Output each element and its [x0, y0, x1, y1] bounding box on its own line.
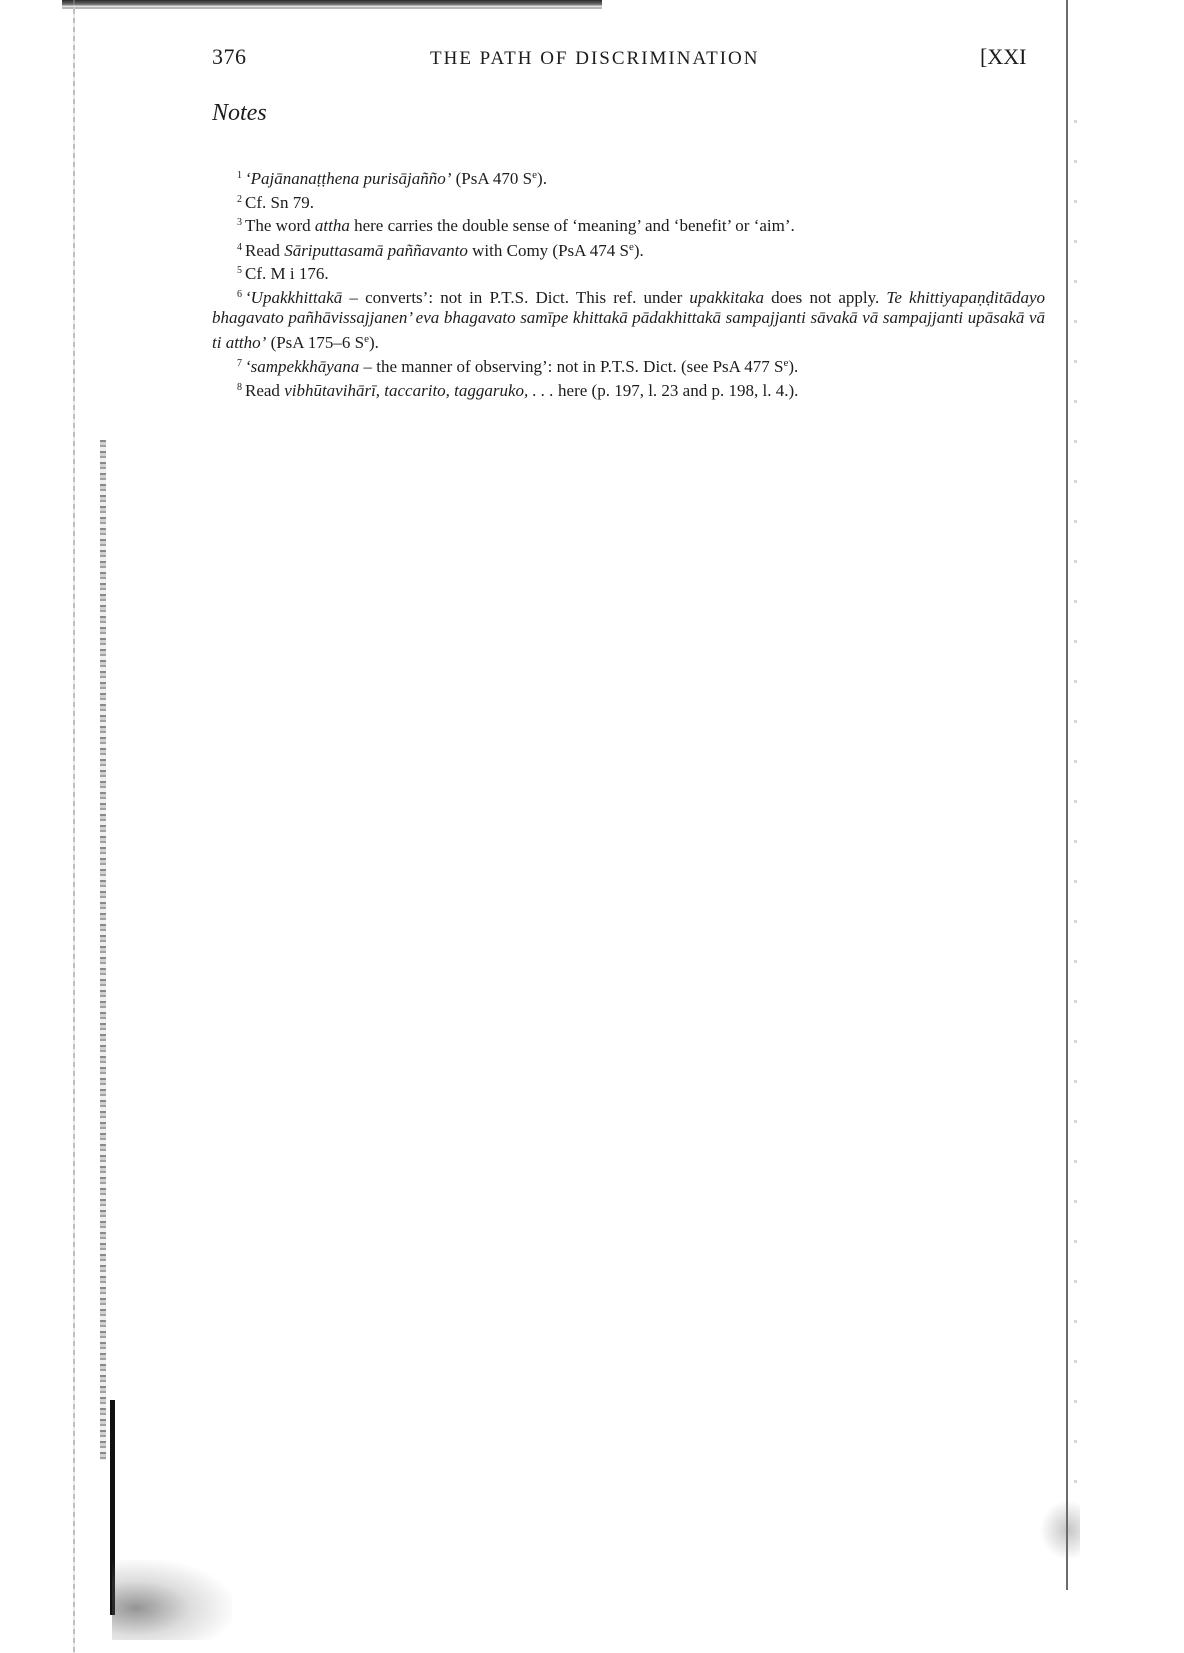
note-text: – the manner of observing’: not in P.T.S. Dict. (see PsA 477 S	[359, 357, 784, 376]
note-text: ).	[537, 169, 547, 188]
note-text: (PsA 470 S	[451, 169, 533, 188]
note-6	[212, 285, 1045, 354]
notes-list	[212, 165, 1045, 401]
note-2	[212, 190, 1045, 214]
note-number: 1	[237, 170, 242, 181]
scan-left-edge	[73, 0, 75, 1653]
note-text: ‘Pajānanaṭṭhena purisājañño’	[245, 169, 452, 188]
note-5	[212, 261, 1045, 285]
note-superscript: e	[783, 357, 789, 369]
note-text: Read	[245, 380, 285, 400]
note-text: vibhūtavihārī, taccarito, taggaruko, . . .	[284, 380, 554, 400]
note-text: – converts’: not in P.T.S. Dict. This ref. under	[342, 287, 690, 307]
note-number: 2	[237, 193, 242, 205]
note-superscript: e	[628, 240, 634, 253]
note-number: 5	[237, 265, 242, 276]
chapter-ref: [XXI	[980, 44, 1027, 69]
note-7	[212, 353, 1045, 378]
note-3	[212, 213, 1045, 237]
note-1	[212, 165, 1045, 190]
note-text: Sāriputtasamā paññavanto	[284, 240, 468, 260]
note-number: 7	[237, 358, 242, 369]
note-text: upakkitaka	[689, 287, 764, 307]
note-text: ).	[368, 332, 379, 352]
page-number: 376	[212, 44, 247, 69]
note-text: Read	[245, 240, 285, 260]
note-text: (PsA 175–6 S	[266, 332, 365, 352]
note-number: 8	[237, 381, 242, 393]
note-8	[212, 378, 1045, 402]
note-text: ).	[633, 240, 644, 260]
note-number: 4	[237, 241, 242, 253]
note-text: here carries the double sense of ‘meaning’ and ‘benefit’ or ‘aim’.	[349, 216, 795, 235]
note-number: 6	[237, 288, 242, 300]
scan-right-edge	[1066, 0, 1068, 1590]
note-number: 3	[237, 217, 242, 228]
note-superscript: e	[532, 169, 538, 181]
running-title: THE PATH OF DISCRIMINATION	[430, 48, 760, 69]
note-text: Cf. M i 176.	[245, 264, 329, 283]
note-superscript: e	[364, 332, 369, 345]
note-text: attha	[314, 216, 350, 235]
note-text: with Comy (PsA 474 S	[467, 240, 629, 260]
note-text: here (p. 197, l. 23 and p. 198, l. 4.).	[553, 380, 799, 400]
scan-spine-shadow	[100, 440, 106, 1460]
note-text: ).	[788, 357, 799, 376]
note-text: ‘sampekkhāyana	[245, 357, 360, 376]
note-text: Cf. Sn 79.	[245, 192, 314, 212]
note-text: The word	[245, 216, 315, 235]
section-heading: Notes	[212, 100, 267, 126]
note-text: ‘Upakkhittakā	[245, 287, 343, 307]
note-4	[212, 237, 1045, 262]
note-text: Te khittiyapaṇḍitādayo bhagavato pañhāvissajjanen’ eva bhagavato samīpe khittakā pādakhittakā sampajjanti sāvakā vā sampajjanti upāsakā vā ti attho’	[212, 287, 1045, 352]
page-header	[0, 0, 1184, 120]
note-text: does not apply.	[763, 287, 887, 307]
scan-smudge	[112, 1560, 232, 1640]
scan-right-speckle	[1074, 120, 1077, 1520]
